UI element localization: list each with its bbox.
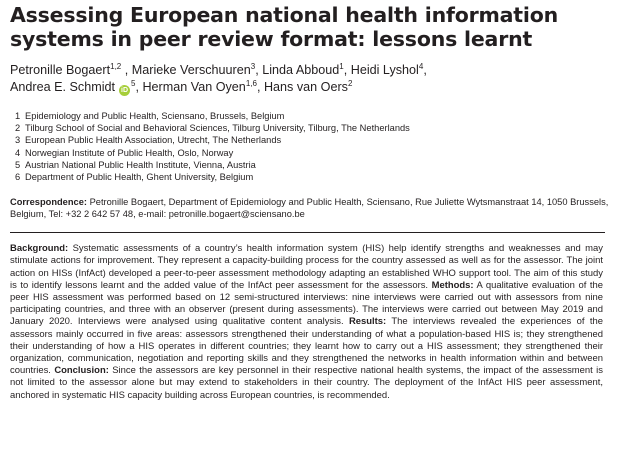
background-label: Background:	[10, 243, 69, 255]
orcid-icon[interactable]: iD	[121, 87, 128, 94]
correspondence-text: Petronille Bogaert, Department of Epidemiology and Public Health, Sciensano, Rue Juliette Wytsmanstraat 14, 1050 Brussels, Belgium, Tel: +32 2 642 57 48, e-mail: petronille.bogaert@sciensano.be	[10, 197, 609, 220]
affiliation: 4 Norwegian Institute of Public Health, Oslo, Norway	[15, 147, 234, 158]
affiliation-list	[10, 110, 610, 183]
affiliation: 1 Epidemiology and Public Health, Sciensano, Brussels, Belgium	[15, 111, 285, 121]
abstract	[10, 243, 603, 402]
paper-title: Assessing European national health information systems in peer review format: lessons learnt	[10, 3, 558, 51]
results-text: The interviews revealed the experiences of the assessors mainly occurred in five areas: assessors strengthened their understanding of what a population-based HIS is; they strengthened their understanding of how a HIS operates in different countries; they learnt how to carry out a HIS assessment; they strengthened their organization, communication, negotiation and reporting skills and they strengthened the networks in health information within and between countries.	[10, 316, 603, 377]
author: Hans van Oers$^2$	[263, 79, 353, 94]
conclusion-label: Conclusion:	[54, 365, 109, 377]
correspondence-label: Correspondence:	[10, 197, 87, 208]
affiliation: 5 Austrian National Public Health Institute, Vienna, Austria	[15, 159, 256, 170]
affiliation: 3 European Public Health Association, Utrecht, The Netherlands	[15, 135, 282, 146]
author: Marieke Verschuuren$^3$	[131, 62, 256, 77]
background-text: Systematic assessments of a country’s health information system (HIS) help identify strengths and weaknesses and may stimulate actions for improvement. They represent a capacity-building process for the country assessed as well as for the assessor. The joint action on HISs (InfAct) developed a peer-to-peer assessment methodology adapting an established WHO support tool. The aim of this study is to identify lessons learnt and the added value of the InfAct peer assessment for the assessors.	[10, 243, 603, 291]
conclusion-text: Since the assessors are key personnel in their respective national health systems, the impact of the assessment is not limited to the assessor alone but may extend to stakeholders in their country. The deployment of the InfAct HIS peer assessment, anchored in systematic HIS capacity building across European countries, is recommended.	[10, 365, 603, 401]
author: Andrea E. Schmidt $iD^5$	[10, 79, 136, 94]
results-label: Results:	[348, 316, 387, 328]
correspondence	[10, 196, 610, 220]
author: Heidi Lyshol$^4$	[350, 62, 424, 77]
author: Herman Van Oyen$^{1,6}$	[142, 79, 257, 94]
author: Petronille Bogaert$^{1,2}$	[10, 62, 122, 77]
divider	[10, 232, 605, 233]
author-list: Petronille Bogaert$^{1,2}$ , Marieke Verschuuren$^3$, Linda Abboud$^1$, Heidi Lyshol$^4$, Andrea E. Schmidt $iD^5$, Herman Van Oyen$^{1,6}$, Hans van Oers$^2$	[10, 62, 427, 94]
author: Linda Abboud$^1$	[262, 62, 344, 77]
methods-label: Methods:	[431, 279, 474, 291]
methods-text: A qualitative evaluation of the peer HIS assessment was performed based on 12 semi-structured interviews: nine interviews were carried out with assessors from nine participating countries, and three with an observer (present during assessments). The interviews were carried out between May 2019 and January 2020. Interviews were analysed using qualitative content analysis.	[10, 279, 603, 328]
affiliation: 2 Tilburg School of Social and Behavioral Sciences, Tilburg University, Tilburg, The Netherlands	[15, 123, 410, 134]
paper-page	[10, 0, 610, 402]
affiliation: 6 Department of Public Health, Ghent University, Belgium	[15, 172, 254, 183]
